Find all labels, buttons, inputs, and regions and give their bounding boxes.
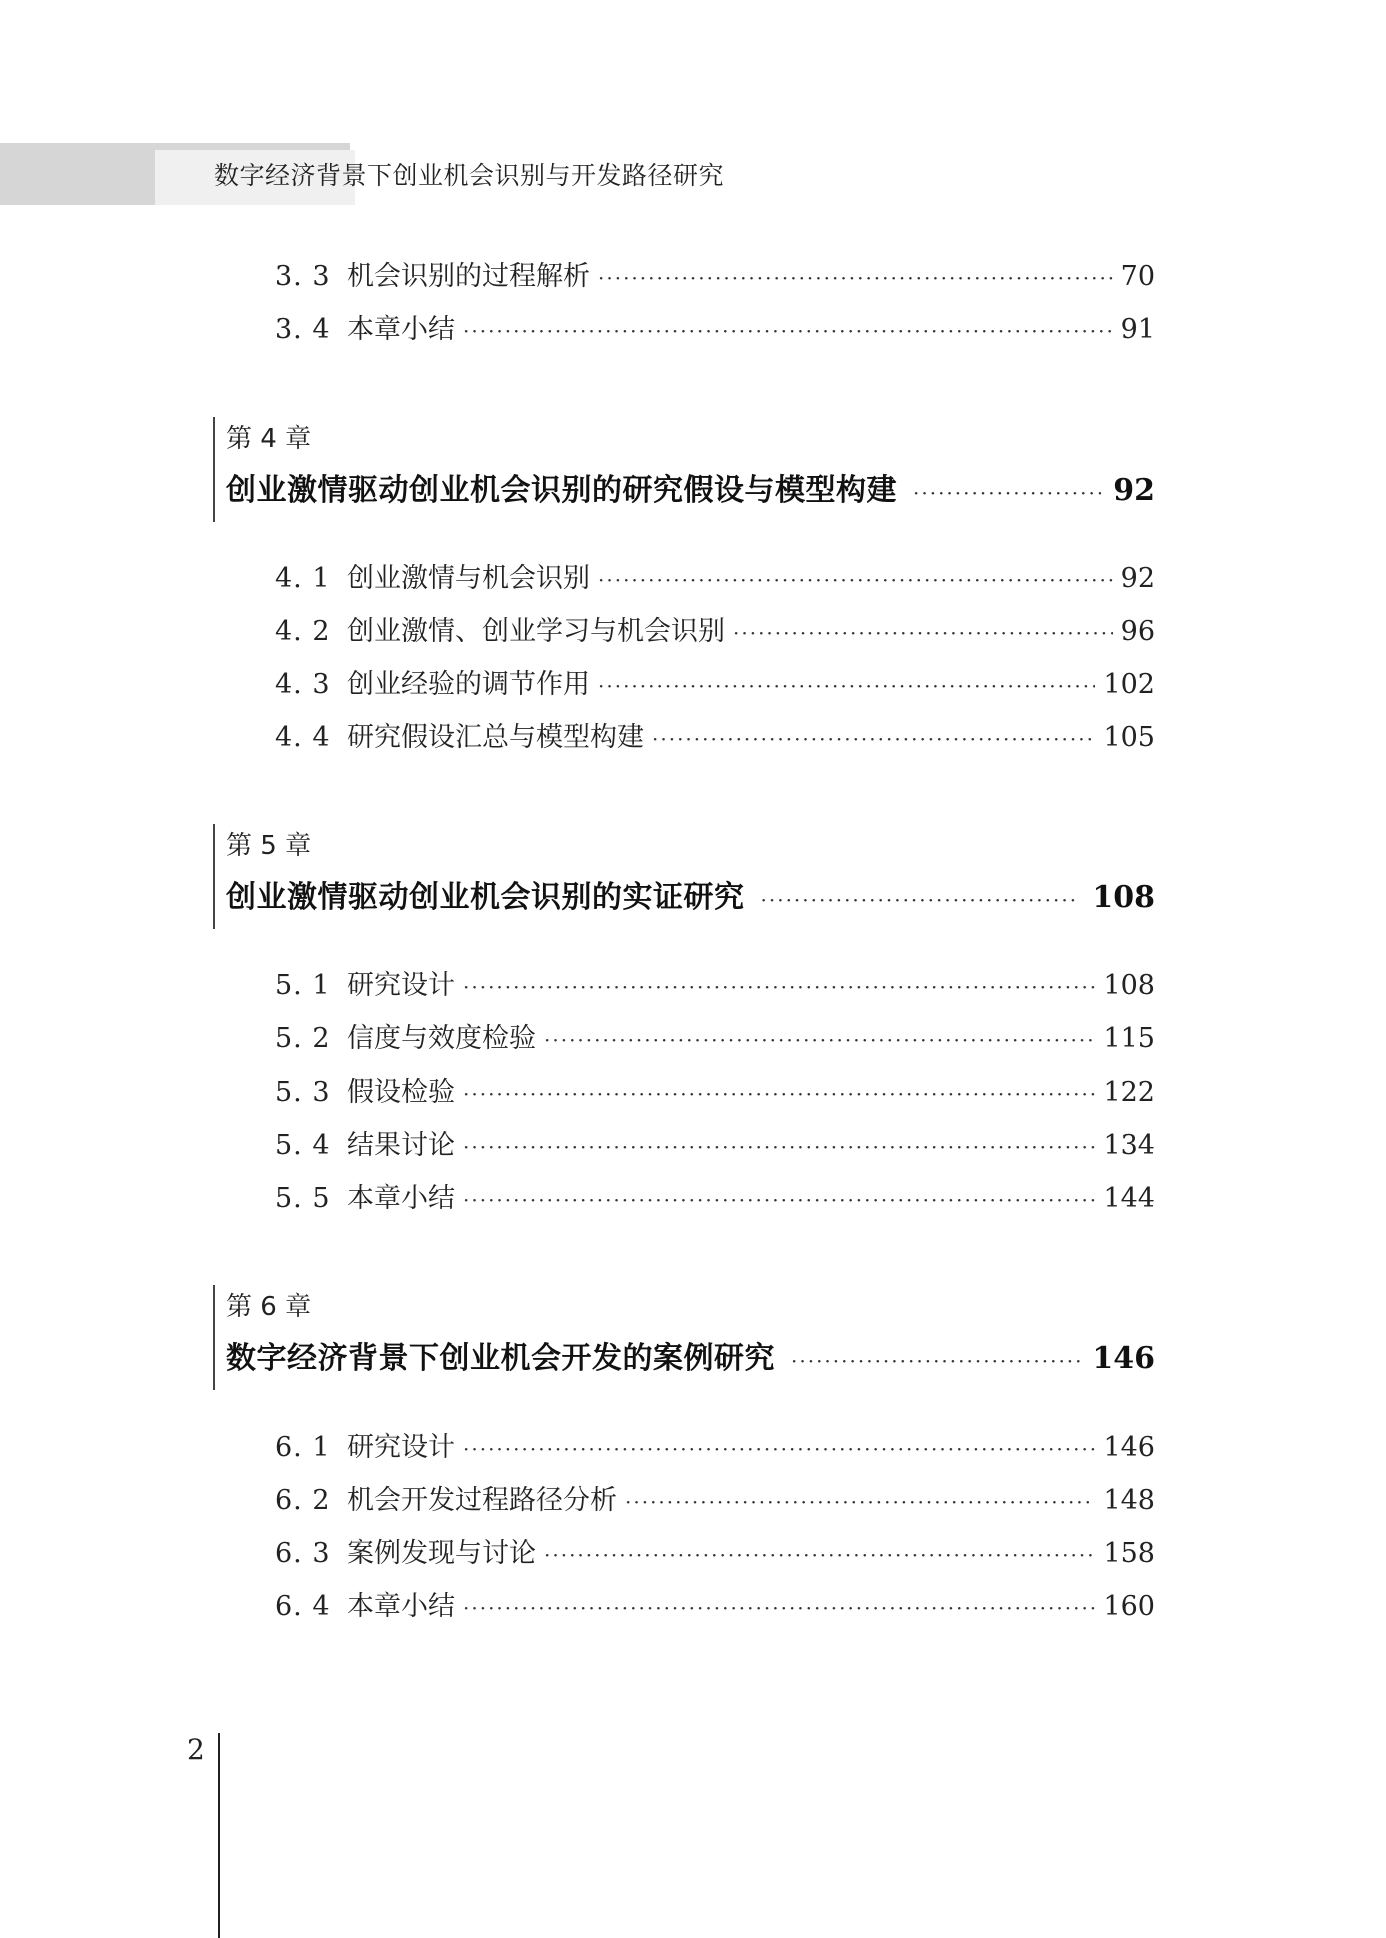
chapter-4-label: 第 4 章 bbox=[226, 424, 312, 454]
dot-leader bbox=[598, 674, 1095, 698]
section-title: 研究假设汇总与模型构建 bbox=[347, 722, 644, 753]
dot-leader bbox=[463, 1135, 1095, 1159]
section-title: 创业激情与机会识别 bbox=[347, 563, 590, 594]
toc-entry-6-1[interactable] bbox=[275, 1425, 1155, 1465]
chapter-page: 146 bbox=[1092, 1341, 1155, 1376]
section-page: 146 bbox=[1103, 1432, 1155, 1463]
section-page: 160 bbox=[1103, 1591, 1155, 1622]
chapter-4-title-entry[interactable] bbox=[226, 465, 1155, 511]
section-page: 122 bbox=[1103, 1077, 1155, 1108]
toc-entry-5-4[interactable] bbox=[275, 1123, 1155, 1163]
section-title: 案例发现与讨论 bbox=[347, 1538, 536, 1569]
section-number: 5. 2 bbox=[275, 1023, 331, 1054]
section-page: 105 bbox=[1103, 722, 1155, 753]
section-number: 5. 4 bbox=[275, 1130, 331, 1161]
toc-entry-4-4[interactable] bbox=[275, 715, 1155, 755]
section-page: 158 bbox=[1103, 1538, 1155, 1569]
dot-leader bbox=[463, 1596, 1095, 1620]
section-number: 6. 4 bbox=[275, 1591, 331, 1622]
section-page: 148 bbox=[1103, 1485, 1155, 1516]
chapter-5-rule bbox=[213, 824, 215, 929]
chapter-title: 创业激情驱动创业机会识别的实证研究 bbox=[226, 880, 745, 915]
toc-entry-4-1[interactable] bbox=[275, 556, 1155, 596]
section-number: 6. 1 bbox=[275, 1432, 331, 1463]
footer-rule bbox=[218, 1733, 220, 1938]
section-page: 91 bbox=[1120, 314, 1155, 345]
dot-leader bbox=[652, 727, 1095, 751]
section-number: 6. 2 bbox=[275, 1485, 331, 1516]
dot-leader bbox=[463, 1082, 1095, 1106]
chapter-5-title-entry[interactable] bbox=[226, 872, 1155, 918]
section-number: 4. 1 bbox=[275, 563, 331, 594]
section-number: 3. 3 bbox=[275, 261, 331, 292]
toc-entry-4-2[interactable] bbox=[275, 609, 1155, 649]
dot-leader bbox=[463, 319, 1113, 343]
toc-entry-3-3[interactable] bbox=[275, 254, 1155, 294]
section-title: 机会开发过程路径分析 bbox=[347, 1485, 617, 1516]
toc-entry-6-4[interactable] bbox=[275, 1584, 1155, 1624]
section-title: 研究设计 bbox=[347, 970, 455, 1001]
section-number: 4. 3 bbox=[275, 669, 331, 700]
dot-leader bbox=[598, 568, 1113, 592]
toc-entry-5-5[interactable] bbox=[275, 1176, 1155, 1216]
dot-leader bbox=[733, 621, 1113, 645]
toc-entry-5-3[interactable] bbox=[275, 1070, 1155, 1110]
chapter-title: 创业激情驱动创业机会识别的研究假设与模型构建 bbox=[226, 473, 897, 508]
section-page: 102 bbox=[1103, 669, 1155, 700]
toc-entry-5-2[interactable] bbox=[275, 1016, 1155, 1056]
section-number: 5. 5 bbox=[275, 1183, 331, 1214]
page-number: 2 bbox=[187, 1733, 205, 1766]
section-number: 6. 3 bbox=[275, 1538, 331, 1569]
section-title: 机会识别的过程解析 bbox=[347, 261, 590, 292]
dot-leader bbox=[791, 1349, 1080, 1373]
section-title: 信度与效度检验 bbox=[347, 1023, 536, 1054]
chapter-page: 92 bbox=[1113, 473, 1155, 508]
section-title: 本章小结 bbox=[347, 1591, 455, 1622]
section-page: 108 bbox=[1103, 970, 1155, 1001]
chapter-4-rule bbox=[213, 417, 215, 522]
section-page: 92 bbox=[1120, 563, 1155, 594]
section-number: 5. 3 bbox=[275, 1077, 331, 1108]
section-title: 研究设计 bbox=[347, 1432, 455, 1463]
section-number: 4. 4 bbox=[275, 722, 331, 753]
section-page: 144 bbox=[1103, 1183, 1155, 1214]
chapter-page: 108 bbox=[1092, 880, 1155, 915]
toc-entry-6-3[interactable] bbox=[275, 1531, 1155, 1571]
toc-entry-4-3[interactable] bbox=[275, 662, 1155, 702]
chapter-title: 数字经济背景下创业机会开发的案例研究 bbox=[226, 1341, 775, 1376]
chapter-6-rule bbox=[213, 1285, 215, 1390]
dot-leader bbox=[544, 1543, 1095, 1567]
dot-leader bbox=[463, 1188, 1095, 1212]
section-number: 3. 4 bbox=[275, 314, 331, 345]
dot-leader bbox=[761, 888, 1081, 912]
section-title: 本章小结 bbox=[347, 314, 455, 345]
dot-leader bbox=[463, 1437, 1095, 1461]
section-page: 96 bbox=[1120, 616, 1155, 647]
section-title: 本章小结 bbox=[347, 1183, 455, 1214]
dot-leader bbox=[598, 266, 1113, 290]
section-page: 134 bbox=[1103, 1130, 1155, 1161]
chapter-6-title-entry[interactable] bbox=[226, 1333, 1155, 1379]
toc-entry-5-1[interactable] bbox=[275, 963, 1155, 1003]
section-title: 结果讨论 bbox=[347, 1130, 455, 1161]
section-number: 5. 1 bbox=[275, 970, 331, 1001]
toc-entry-3-4[interactable] bbox=[275, 307, 1155, 347]
dot-leader bbox=[463, 975, 1095, 999]
section-title: 假设检验 bbox=[347, 1077, 455, 1108]
section-number: 4. 2 bbox=[275, 616, 331, 647]
section-page: 70 bbox=[1120, 261, 1155, 292]
section-title: 创业经验的调节作用 bbox=[347, 669, 590, 700]
section-title: 创业激情、创业学习与机会识别 bbox=[347, 616, 725, 647]
toc-entry-6-2[interactable] bbox=[275, 1478, 1155, 1518]
chapter-6-label: 第 6 章 bbox=[226, 1292, 312, 1322]
section-page: 115 bbox=[1103, 1023, 1155, 1054]
dot-leader bbox=[913, 481, 1101, 505]
dot-leader bbox=[544, 1028, 1095, 1052]
dot-leader bbox=[625, 1490, 1095, 1514]
running-header-title: 数字经济背景下创业机会识别与开发路径研究 bbox=[214, 161, 725, 190]
chapter-5-label: 第 5 章 bbox=[226, 831, 312, 861]
